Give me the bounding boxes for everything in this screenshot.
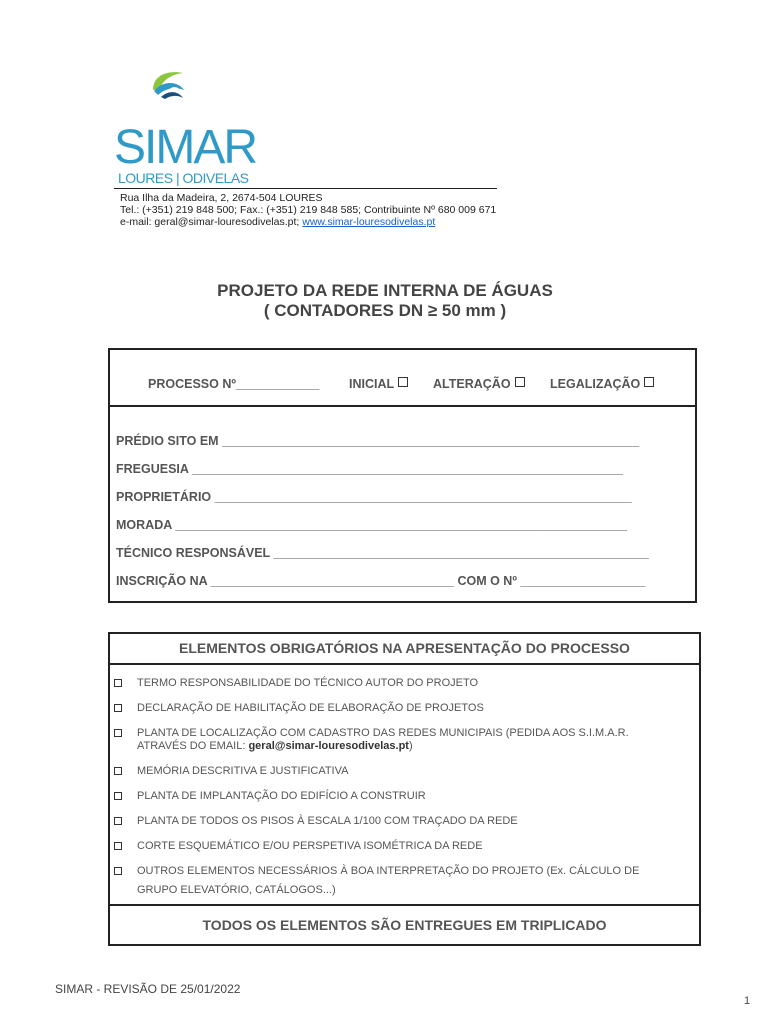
brand-name: SIMAR <box>114 121 257 174</box>
address-line-1: Rua Ilha da Madeira, 2, 2674-504 LOURES <box>120 192 323 204</box>
revision-footer: SIMAR - REVISÃO DE 25/01/2022 <box>55 982 241 996</box>
doc-title: PROJETO DA REDE INTERNA DE ÁGUAS <box>217 281 553 300</box>
website-link[interactable]: www.simar-louresodivelas.pt <box>302 216 436 228</box>
email-suffix: ) <box>408 740 413 752</box>
item-checkbox[interactable] <box>114 679 122 687</box>
predio-field[interactable]: PRÉDIO SITO EM ____________________________________________________________ <box>116 434 640 448</box>
list-item: PLANTA DE IMPLANTAÇÃO DO EDIFÍCIO A CONSTRUIR <box>137 790 426 802</box>
email-address: geral@simar-louresodivelas.pt <box>248 740 409 752</box>
item-checkbox[interactable] <box>114 817 122 825</box>
alteracao-option[interactable] <box>433 377 525 391</box>
legalizacao-option[interactable] <box>550 377 654 391</box>
processo-field[interactable]: PROCESSO Nº____________ <box>148 377 320 391</box>
list-item: DECLARAÇÃO DE HABILITAÇÃO DE ELABORAÇÃO DE PROJETOS <box>137 702 484 714</box>
list-item: MEMÓRIA DESCRITIVA E JUSTIFICATIVA <box>137 765 349 777</box>
logo-wave-dark <box>161 92 183 99</box>
freguesia-field[interactable]: FREGUESIA ______________________________________________________________ <box>116 462 623 476</box>
list-item-continuation: GRUPO ELEVATÓRIO, CATÁLOGOS...) <box>137 884 336 896</box>
tecnico-field[interactable]: TÉCNICO RESPONSÁVEL ______________________________________________________ <box>116 546 649 560</box>
page-number: 1 <box>744 995 751 1007</box>
triplicate-note: TODOS OS ELEMENTOS SÃO ENTREGUES EM TRIPLICADO <box>202 917 607 933</box>
item-checkbox[interactable] <box>114 704 122 712</box>
list-item: PLANTA DE LOCALIZAÇÃO COM CADASTRO DAS REDES MUNICIPAIS (PEDIDA AOS S.I.M.A.R. <box>137 727 629 739</box>
item-checkbox[interactable] <box>114 867 122 875</box>
header-rule <box>114 188 497 189</box>
list-item: TERMO RESPONSABILIDADE DO TÉCNICO AUTOR DO PROJETO <box>137 677 479 689</box>
list-item: OUTROS ELEMENTOS NECESSÁRIOS À BOA INTERPRETAÇÃO DO PROJETO (Ex. CÁLCULO DE <box>137 865 640 877</box>
form-box-divider <box>108 405 697 407</box>
list-item: PLANTA DE TODOS OS PISOS À ESCALA 1/100 COM TRAÇADO DA REDE <box>137 815 518 827</box>
doc-subtitle: ( CONTADORES DN ≥ 50 mm ) <box>263 301 507 320</box>
inicial-option[interactable] <box>349 377 408 391</box>
email-text: e-mail: geral@simar-louresodivelas.pt; <box>120 216 303 228</box>
elements-heading: ELEMENTOS OBRIGATÓRIOS NA APRESENTAÇÃO DO PROCESSO <box>179 640 630 656</box>
inicial-checkbox[interactable] <box>398 377 408 387</box>
item-checkbox[interactable] <box>114 729 122 737</box>
morada-field[interactable]: MORADA _________________________________________________________________ <box>116 518 628 532</box>
elements-heading-divider <box>108 663 701 665</box>
item-checkbox[interactable] <box>114 842 122 850</box>
item-checkbox[interactable] <box>114 767 122 775</box>
inicial-label: INICIAL <box>349 377 395 391</box>
proprietario-field[interactable]: PROPRIETÁRIO ____________________________________________________________ <box>116 490 632 504</box>
address-line-2: Tel.: (+351) 219 848 500; Fax.: (+351) 219 848 585; Contribuinte Nº 680 009 671 <box>120 204 497 216</box>
item-checkbox[interactable] <box>114 792 122 800</box>
alteracao-label: ALTERAÇÃO <box>433 377 511 391</box>
address-line-3 <box>120 216 435 228</box>
legalizacao-label: LEGALIZAÇÃO <box>550 377 641 391</box>
brand-subtitle: LOURES | ODIVELAS <box>118 170 249 186</box>
legalizacao-checkbox[interactable] <box>644 377 654 387</box>
inscricao-field[interactable]: INSCRIÇÃO NA ___________________________________ COM O Nº __________________ <box>116 574 646 588</box>
email-prefix: ATRAVÉS DO EMAIL: <box>137 740 249 752</box>
elements-footer-divider <box>108 904 701 906</box>
alteracao-checkbox[interactable] <box>515 377 525 387</box>
list-item: CORTE ESQUEMÁTICO E/OU PERSPETIVA ISOMÉTRICA DA REDE <box>137 840 483 852</box>
list-item-continuation <box>137 738 413 754</box>
